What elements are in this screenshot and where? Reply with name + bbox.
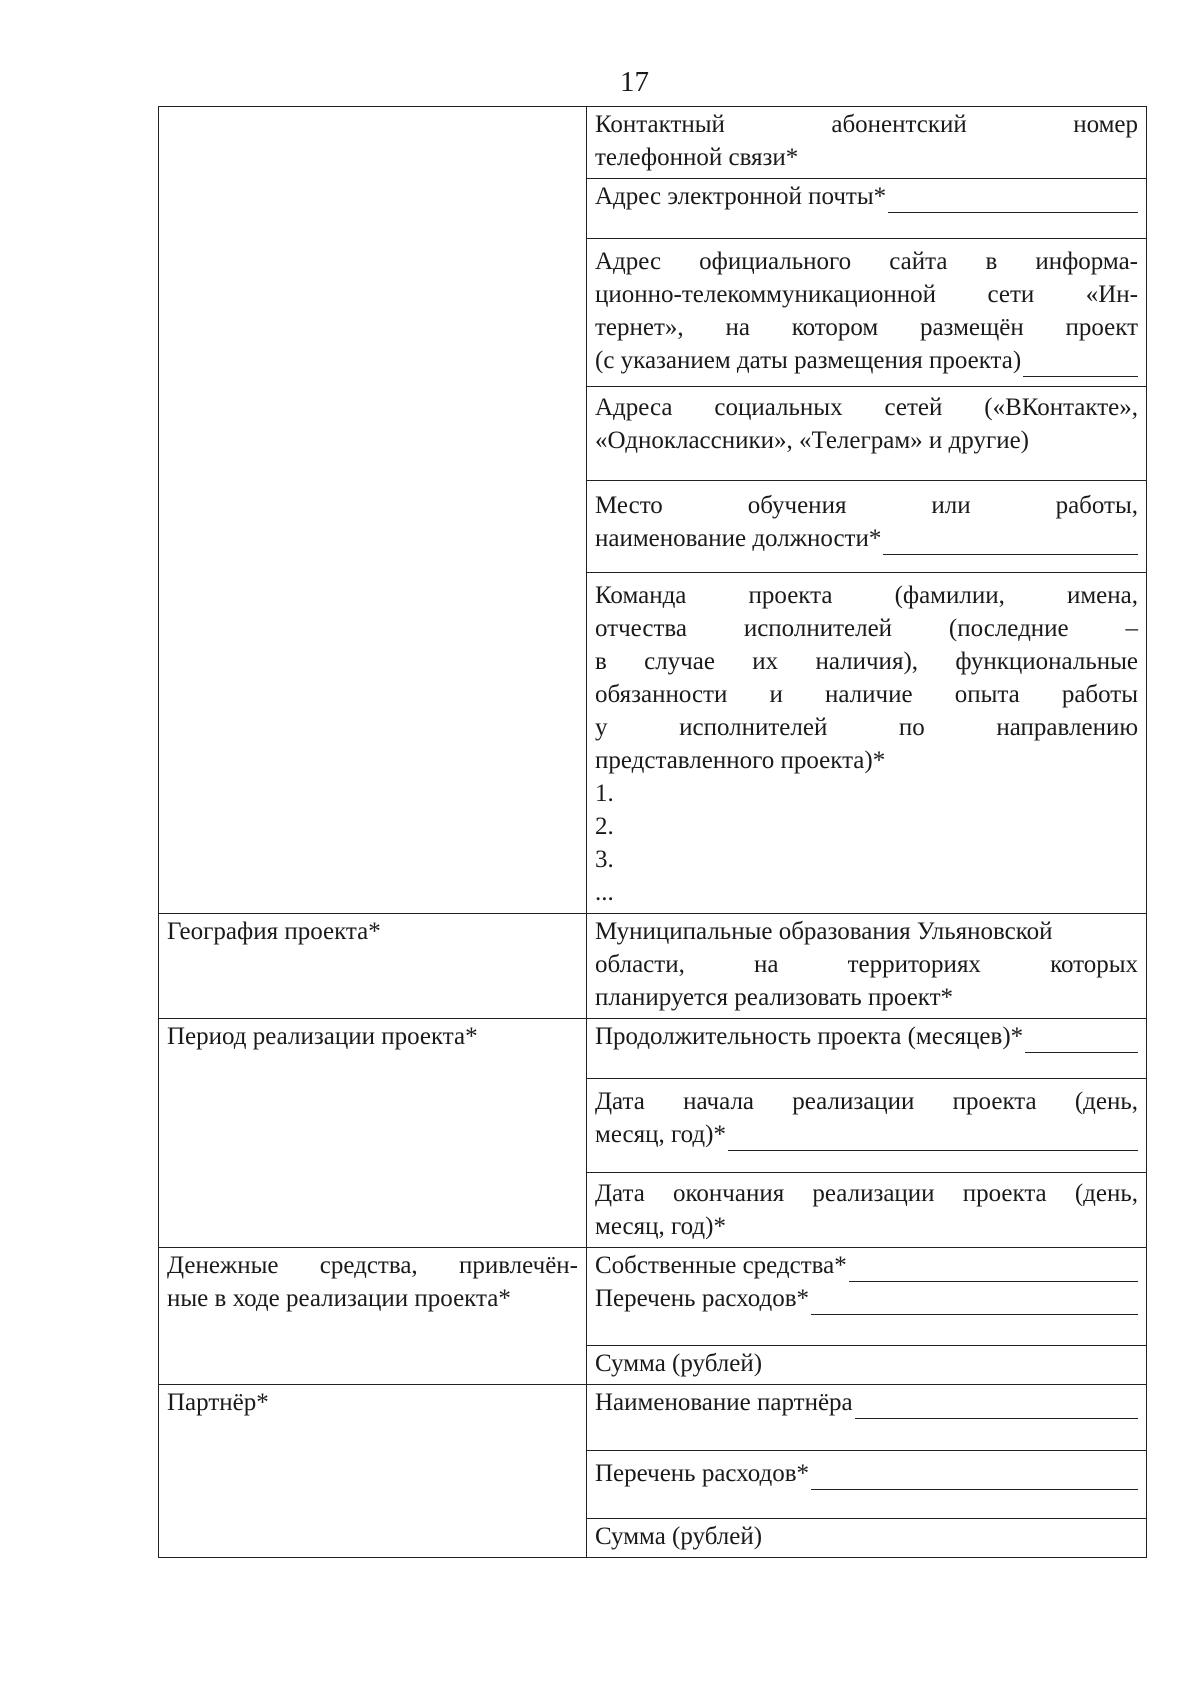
row-partner-name <box>159 1385 1147 1451</box>
work-place-field[interactable]: наименование должности* <box>595 522 1138 555</box>
own-funds-blank-line <box>849 1259 1138 1282</box>
cell-partner-name <box>587 1385 1147 1451</box>
cell-end-date <box>587 1173 1147 1248</box>
funds-label-line2: ные в ходе реализации проекта* <box>167 1285 511 1312</box>
partner-name-field[interactable]: Наименование партнёра <box>595 1386 1138 1419</box>
page-number: 17 <box>620 66 649 98</box>
cell-social <box>587 387 1147 481</box>
cell-period-label <box>159 1019 587 1248</box>
end-date-line2[interactable]: месяц, год)* <box>595 1213 726 1240</box>
website-field[interactable]: (с указанием даты размещения проекта) <box>595 344 1138 377</box>
start-date-line1: Дата начала реализации проекта (день, <box>595 1088 1139 1115</box>
team-line3: в случае их наличия), функциональные <box>595 648 1139 675</box>
cell-work-place <box>587 481 1147 573</box>
cell-start-date <box>587 1079 1147 1173</box>
partner-name-blank-line <box>855 1396 1138 1419</box>
geography-line3: планируется реализовать проект* <box>595 984 954 1011</box>
partner-expenses-blank-line <box>811 1467 1138 1490</box>
cell-team <box>587 573 1147 914</box>
funds-expenses-field[interactable]: Перечень расходов* <box>595 1282 1138 1315</box>
start-date-field[interactable]: месяц, год)* <box>595 1118 1138 1151</box>
start-date-blank-line <box>728 1128 1138 1151</box>
team-line1: Команда проекта (фамилии, имена, <box>595 582 1139 609</box>
cell-funds-sum <box>587 1346 1147 1385</box>
email-blank-line <box>888 190 1138 213</box>
team-item-1[interactable]: 1. <box>595 780 614 807</box>
cell-geography-label <box>159 914 587 1019</box>
team-item-2[interactable]: 2. <box>595 813 614 840</box>
geography-label: География проекта* <box>167 918 381 945</box>
cell-partner-expenses <box>587 1451 1147 1519</box>
cell-funds <box>587 1248 1147 1346</box>
cell-partner-label <box>159 1385 587 1558</box>
funds-label-line1: Денежные средства, привлечён- <box>167 1252 579 1279</box>
duration-blank-line <box>1025 1030 1138 1053</box>
row-contact-phone <box>159 107 1147 179</box>
social-line1: Адреса социальных сетей («ВКонтакте», <box>595 394 1138 421</box>
cell-duration <box>587 1019 1147 1079</box>
contact-phone-line1: Контактный абонентский номер <box>595 111 1139 138</box>
cell-email <box>587 179 1147 239</box>
cell-website <box>587 239 1147 387</box>
website-line2: ционно-телекоммуникационной сети «Ин- <box>595 281 1139 308</box>
own-funds-field[interactable]: Собственные средства* <box>595 1249 1138 1282</box>
partner-label: Партнёр* <box>167 1389 269 1416</box>
geography-line1: Муниципальные образования Ульяновской <box>595 918 1053 945</box>
funds-sum-label[interactable]: Сумма (рублей) <box>595 1350 763 1377</box>
left-cell-contact-block <box>159 107 587 914</box>
partner-sum-label[interactable]: Сумма (рублей) <box>595 1523 763 1550</box>
row-period-duration <box>159 1019 1147 1079</box>
website-line3: тернет», на котором размещён проект <box>595 314 1139 341</box>
row-funds <box>159 1248 1147 1346</box>
duration-field[interactable]: Продолжительность проекта (месяцев)* <box>595 1020 1138 1053</box>
partner-expenses-field[interactable]: Перечень расходов* <box>595 1457 1138 1490</box>
period-label: Период реализации проекта* <box>167 1023 478 1050</box>
cell-funds-label <box>159 1248 587 1385</box>
row-geography <box>159 914 1147 1019</box>
email-field[interactable]: Адрес электронной почты* <box>595 180 1138 213</box>
team-item-more: ... <box>595 879 614 906</box>
website-blank-line <box>1023 354 1138 377</box>
team-item-3[interactable]: 3. <box>595 846 614 873</box>
funds-expenses-blank-line <box>811 1292 1138 1315</box>
social-line2: «Одноклассники», «Телеграм» и другие) <box>595 427 1029 454</box>
team-line6: представленного проекта)* <box>595 747 886 774</box>
end-date-line1: Дата окончания реализации проекта (день, <box>595 1180 1139 1207</box>
contact-phone-line2: телефонной связи* <box>595 144 799 171</box>
cell-contact-phone <box>587 107 1147 179</box>
cell-geography <box>587 914 1147 1019</box>
work-place-blank-line <box>883 532 1138 555</box>
team-line4: обязанности и наличие опыта работы <box>595 681 1139 708</box>
cell-partner-sum <box>587 1519 1147 1558</box>
application-form-table <box>158 106 1147 1558</box>
geography-line2: области, на территориях которых <box>595 951 1139 978</box>
work-place-line1: Место обучения или работы, <box>595 492 1139 519</box>
team-line5: у исполнителей по направлению <box>595 714 1139 741</box>
team-line2: отчества исполнителей (последние – <box>595 615 1138 642</box>
website-line1: Адрес официального сайта в информа- <box>595 248 1138 275</box>
